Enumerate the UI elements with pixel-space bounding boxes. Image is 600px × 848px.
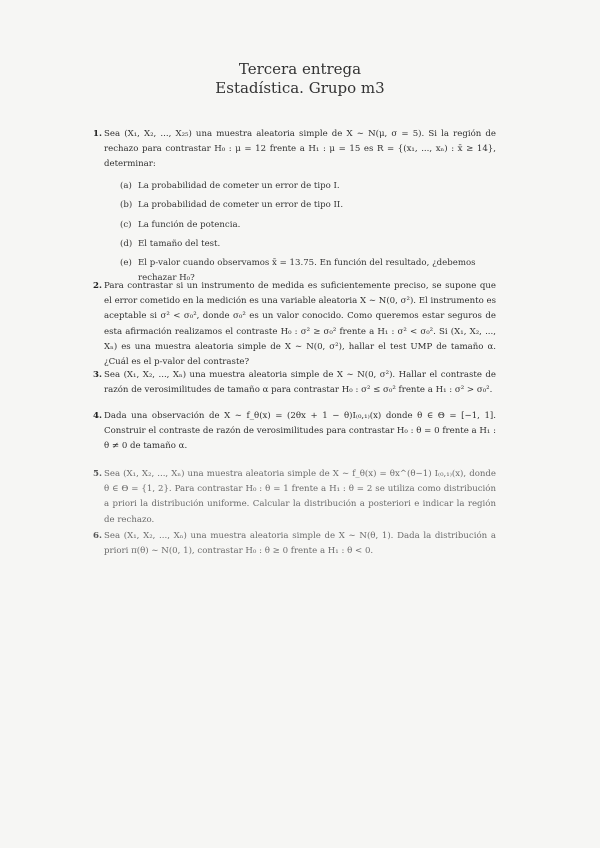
problem-3 [93,368,496,398]
subitem-label: (d) [120,238,133,249]
problem-number: 1. [93,129,102,139]
problem-4 [93,409,496,455]
subitem-text: La probabilidad de cometer un error de tipo I. [138,181,340,191]
problem-text: Dada una observación de X ∼ f_θ(x) = (2θx + 1 − θ)I₍₀,₁₎(x) donde θ ∈ Θ = [−1, 1]. Construir el contraste de razón de verosimilitudes para contrastar H₀ : θ = 0 frente a H₁ : θ ≠ 0 de tamaño α. [104,411,496,452]
subitem-label: (a) [120,181,132,191]
problem-number: 4. [93,411,102,421]
problem-6 [93,529,496,559]
problem-text: Sea (X₁, X₂, ..., Xₙ) una muestra aleatoria simple de X ∼ N(θ, 1). Dada la distribución a priori π(θ) ∼ N(0, 1), contrastar H₀ : θ ≥ 0 frente a H₁ : θ < 0. [104,531,496,557]
problem-2 [93,279,496,370]
problem-number: 2. [93,281,102,291]
problem-text: Para contrastar si un instrumento de medida es suficientemente preciso, se supone que el error cometido en la medición es una variable aleatoria X ∼ N(0, σ²). El instrumento es aceptable si σ² < σ₀², donde σ₀² es un valor conocido. Como queremos estar seguros de esta afirmación realizamos el contraste H₀ : σ² ≥ σ₀² frente a H₁ : σ² < σ₀². Si (X₁, X₂, ..., Xₙ) es una muestra aleatoria simple de X ∼ N(0, σ²), hallar el test UMP de tamaño α. ¿Cuál es el p-valor del contraste? [104,281,496,368]
subitem-text: El tamaño del test. [138,238,221,249]
subitem-label: (c) [120,219,132,230]
subitem-a [120,179,500,194]
problem-text: Sea (X₁, X₂, ..., Xₙ) una muestra aleatoria simple de X ∼ N(0, σ²). Hallar el contraste de razón de verosimilitudes de tamaño α para contrastar H₀ : σ² ≤ σ₀² frente a H₁ : σ² > σ₀². [104,370,496,396]
problem-number: 3. [93,370,102,380]
subitem-text: El p-valor cuando observamos x̄ = 13.75. En función del resultado, ¿debemos rechazar H₀? [138,258,476,284]
problem-5 [93,467,496,528]
problem-text: Sea (X₁, X₂, ..., Xₙ) una muestra aleatoria simple de X ∼ f_θ(x) = θx^(θ−1) I₍₀,₁₎(x), donde θ ∈ Θ = {1, 2}. Para contrastar H₀ : θ = 1 frente a H₁ : θ = 2 se utiliza como distribución a priori la distribución uniforme. Calcular la distribución a posteriori e indicar la región de rechazo. [104,469,496,525]
subitem-label: (b) [120,200,133,211]
document-subtitle: Estadística. Grupo m3 [215,79,385,97]
problem-text: Sea (X₁, X₂, ..., X₂₅) una muestra aleatoria simple de X ∼ N(μ, σ = 5). Si la región de rechazo para contrastar H₀ : μ = 12 frente a H₁ : μ = 15 es R = {(x₁, ..., xₙ) : x̄ ≥ 14}, determinar: [104,129,496,170]
problem-1 [93,127,496,173]
document-header [0,60,600,98]
subitem-text: La función de potencia. [138,219,241,230]
document-title: Tercera entrega [238,60,362,78]
subitem-c [120,218,500,233]
subitem-d [120,237,500,252]
problem-number: 5. [93,469,102,479]
subitem-label: (e) [120,258,132,269]
problem-1-subitems [120,179,500,287]
problem-number: 6. [93,531,102,541]
subitem-text: La probabilidad de cometer un error de tipo II. [138,200,344,211]
subitem-b [120,198,500,213]
